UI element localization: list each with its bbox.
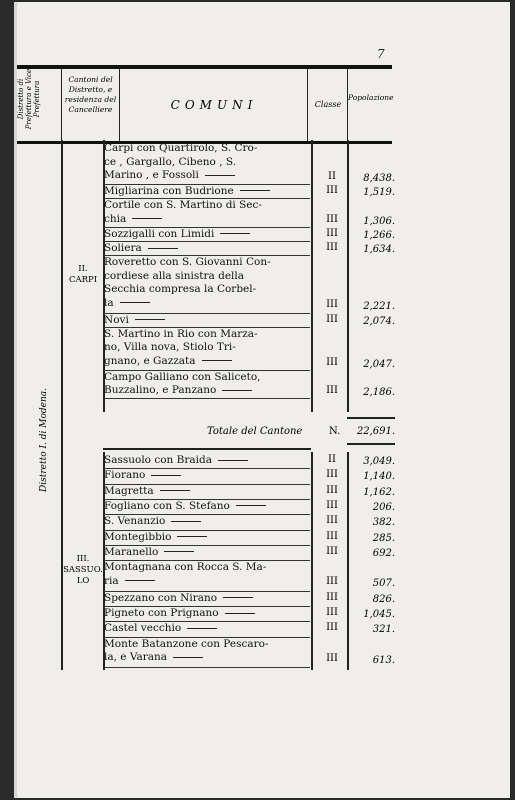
comune-text: Buzzalino, e Panzano <box>104 384 310 398</box>
leader-dash <box>171 521 201 522</box>
leader-dash <box>173 657 203 658</box>
popolazione-cell: 3,049. <box>363 456 395 467</box>
popolazione-cell: 2,221. <box>363 301 395 313</box>
popolazione-cell: 2,074. <box>363 315 395 327</box>
classe-cell: III <box>326 652 338 664</box>
leader-dash <box>164 551 194 552</box>
table-row <box>104 515 310 529</box>
popolazione-cell: 1,162. <box>363 486 395 498</box>
table-row <box>104 454 310 468</box>
comune-text: Cortile con S. Martino di Sec- <box>104 199 262 212</box>
row-divider <box>104 398 310 399</box>
table-row <box>104 142 310 183</box>
comune-text: ce , Gargallo, Cibeno , S. <box>104 155 237 168</box>
distretto-label: Distretto I. di Modena. <box>39 388 49 492</box>
classe-cell: III <box>326 545 338 557</box>
comune-text: Carpi con Quartirolo, S. Cro- <box>104 142 258 154</box>
classe-cell: III <box>326 622 338 634</box>
classe-cell: III <box>326 356 338 368</box>
table-row <box>104 314 310 328</box>
leader-dash <box>220 233 250 234</box>
popolazione-cell: 321. <box>372 624 395 636</box>
leader-dash <box>205 175 235 176</box>
popolazione-cell: 206. <box>372 501 395 513</box>
table-row <box>104 228 310 242</box>
totale-n: N. <box>329 426 341 437</box>
popolazione-cell: 1,634. <box>363 244 395 256</box>
classe-cell: III <box>326 385 338 397</box>
popolazione-cell: 826. <box>372 593 395 605</box>
comune-text: Montegibbio <box>104 531 310 545</box>
leader-dash <box>135 319 165 320</box>
comune-text: Pigneto con Prignano <box>104 607 310 621</box>
popolazione-cell: 382. <box>372 517 395 529</box>
comune-text: Campo Galliano con Saliceto, <box>104 370 261 383</box>
header-cantoni: Cantoni del Distretto, e residenza del Cancelliere <box>61 69 119 141</box>
table-row <box>104 607 310 621</box>
comune-text: Monte Batanzone con Pescaro- <box>104 637 269 650</box>
header-distretto: Distretto di Prefettura e Vice Prefettura <box>17 68 41 130</box>
classe-cell: III <box>326 213 338 225</box>
classe-cell: III <box>326 184 338 196</box>
classe-cell: III <box>326 576 338 588</box>
table-row <box>104 242 310 256</box>
comune-text: Montagnana con Rocca S. Ma- <box>104 561 267 574</box>
book-page <box>14 2 510 798</box>
classe-cell: III <box>326 591 338 603</box>
classe-cell: II <box>328 454 336 465</box>
comune-text: Sozzigalli con Limidi <box>104 228 310 242</box>
comune-text: Maranello <box>104 546 310 560</box>
leader-dash <box>222 390 252 391</box>
leader-dash <box>223 597 253 598</box>
popolazione-cell: 692. <box>372 547 395 559</box>
leader-dash <box>240 190 270 191</box>
classe-cell: III <box>326 484 338 496</box>
totale-value: 22,691. <box>356 426 395 437</box>
comune-text: Sassuolo con Braida <box>104 454 310 468</box>
comune-text: cordiese alla sinistra della <box>104 269 245 282</box>
table-row <box>104 469 310 483</box>
popolazione-cell: 8,438. <box>363 172 395 184</box>
leader-dash <box>132 218 162 219</box>
classe-cell: III <box>326 242 338 254</box>
leader-dash <box>177 536 207 537</box>
popolazione-cell: 1,266. <box>363 229 395 241</box>
table-row <box>104 500 310 514</box>
comune-text: chia <box>104 213 310 227</box>
leader-dash <box>148 248 178 249</box>
table-row <box>104 531 310 545</box>
leader-dash <box>218 460 248 461</box>
leader-dash <box>236 505 266 506</box>
classe-cell: III <box>326 469 338 481</box>
classe-cell: III <box>326 227 338 239</box>
comune-text: Marino , e Fossoli <box>104 169 310 183</box>
popolazione-cell: 1,306. <box>363 215 395 227</box>
comune-text: la <box>104 297 310 311</box>
popolazione-cell: 2,047. <box>363 358 395 370</box>
popolazione-cell: 1,045. <box>363 609 395 620</box>
leader-dash <box>120 302 150 303</box>
header-popolazione: Popolazione <box>347 69 392 141</box>
comune-text: Fogliano con S. Stefano <box>104 500 310 514</box>
comune-text: gnano, e Gazzata <box>104 355 310 369</box>
leader-dash <box>160 490 190 491</box>
table-row <box>104 622 310 636</box>
leader-dash <box>151 475 181 476</box>
table-row <box>104 328 310 369</box>
comune-text: la, e Varana <box>104 651 310 665</box>
table-header <box>17 65 392 144</box>
table-row <box>104 592 310 606</box>
leader-dash <box>202 360 232 361</box>
leader-dash <box>187 628 217 629</box>
totale-label: Totale del Cantone <box>207 426 303 437</box>
leader-dash <box>225 613 255 614</box>
popolazione-cell: 1,519. <box>363 186 395 198</box>
comune-text: Fiorano <box>104 469 310 483</box>
classe-cell: III <box>326 607 338 618</box>
popolazione-cell: 2,186. <box>363 387 395 399</box>
table-row <box>104 561 310 588</box>
popolazione-cell: 613. <box>372 654 395 666</box>
comune-text: S. Venanzio <box>104 515 310 529</box>
comune-text: Secchia compresa la Corbel- <box>104 283 257 296</box>
comune-text: S. Martino in Rio con Marza- <box>104 327 258 340</box>
popolazione-cell: 285. <box>372 532 395 544</box>
classe-cell: II <box>328 170 336 182</box>
header-comuni: COMUNI <box>119 69 308 141</box>
comune-text: Spezzano con Nirano <box>104 592 310 606</box>
popolazione-cell: 1,140. <box>363 471 395 483</box>
table-row <box>104 546 310 560</box>
classe-cell: III <box>326 313 338 325</box>
table-row <box>104 371 310 398</box>
cantone-sassuolo-label: III. SASSUO. LO <box>63 554 103 586</box>
classe-cell: III <box>326 530 338 542</box>
row-divider <box>104 667 310 668</box>
comune-text: Novi <box>104 314 310 328</box>
comune-text: ria <box>104 575 310 589</box>
table-row <box>104 185 310 199</box>
table-row <box>104 256 310 310</box>
comune-text: no, Villa nova, Stiolo Tri- <box>104 341 236 354</box>
header-classe: Classe <box>307 69 348 141</box>
comune-text: Roveretto con S. Giovanni Con- <box>104 256 271 269</box>
leader-dash <box>125 580 155 581</box>
classe-cell: III <box>326 499 338 511</box>
page-number: 7 <box>377 47 385 61</box>
classe-cell: III <box>326 299 338 311</box>
table-row <box>104 199 310 226</box>
comune-text: Soliera <box>104 242 310 256</box>
classe-cell: III <box>326 515 338 527</box>
cantone-carpi-label: II. CARPI <box>68 264 98 285</box>
table-row <box>104 485 310 499</box>
table-row <box>104 638 310 665</box>
comune-text: Magretta <box>104 485 310 499</box>
comune-text: Migliarina con Budrione <box>104 185 310 199</box>
comune-text: Castel vecchio <box>104 622 310 636</box>
popolazione-cell: 507. <box>372 578 395 590</box>
